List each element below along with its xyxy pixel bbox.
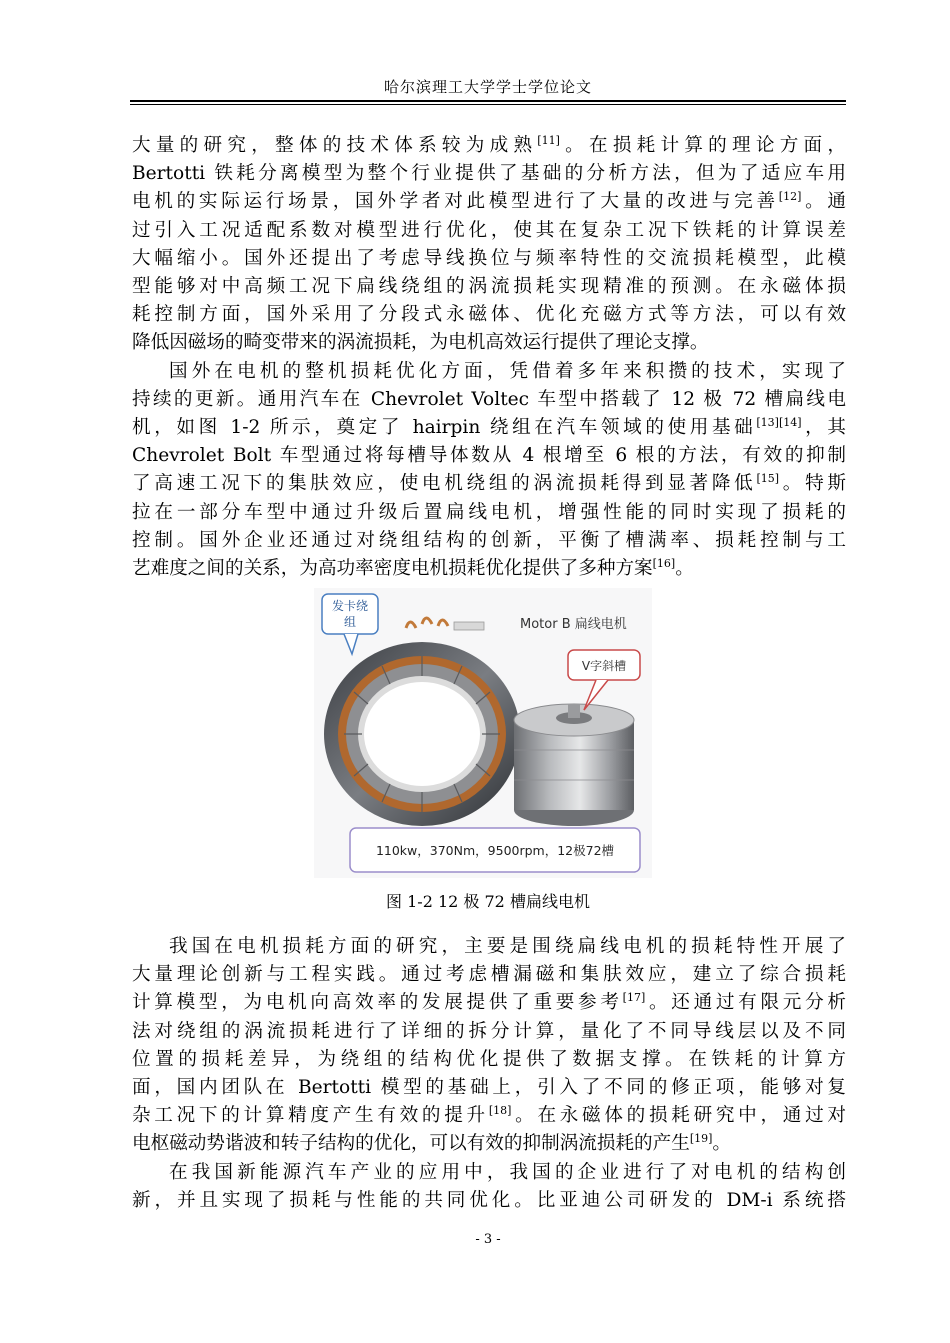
- text-line: 了高速工况下的集肤效应，使电机绕组的涡流损耗得到显著降低[15]。特斯: [132, 472, 846, 495]
- header-rule-thin: [130, 104, 846, 105]
- paragraph-domestic-industry: [132, 1159, 846, 1215]
- text-line: 过引入工况适配系数对模型进行优化，使其在复杂工况下铁耗的计算误差: [132, 219, 846, 241]
- text-line: 艺难度之间的关系，为高功率密度电机损耗优化提供了多种方案[16]。: [132, 557, 694, 580]
- text-line: 耗控制方面，国外采用了分段式永磁体、优化充磁方式等方法，可以有效: [132, 304, 846, 326]
- text-line: 大量的研究，整体的技术体系较为成熟[11]。在损耗计算的理论方面，: [132, 134, 846, 156]
- text-line: 持续的更新。通用汽车在 Chevrolet Voltec 车型中搭载了 12 极 72 槽扁线电: [132, 388, 846, 410]
- body-text-upper: [132, 132, 846, 583]
- running-header: 哈尔滨理工大学学士学位论文: [383, 78, 592, 96]
- spec-text: 110kw，370Nm，9500rpm，12极72槽: [375, 843, 615, 858]
- citation-ref: [15]: [756, 472, 780, 486]
- text-line: Chevrolet Bolt 车型通过将每槽导体数从 4 根增至 6 根的方法，有效的抑制: [132, 445, 846, 467]
- citation-ref: [12]: [778, 190, 802, 204]
- text-line: 计算模型，为电机向高效率的发展提供了重要参考[17]。还通过有限元分析: [132, 991, 846, 1014]
- text-line: Bertotti 铁耗分离模型为整个行业提供了基础的分析方法，但为了适应车用: [132, 163, 846, 185]
- citation-ref: [19]: [689, 1132, 713, 1146]
- text-line: 国外在电机的整机损耗优化方面，凭借着多年来积攒的技术，实现了: [169, 360, 846, 382]
- text-line: 法对绕组的涡流损耗进行了详细的拆分计算，量化了不同导线层以及不同: [132, 1020, 846, 1042]
- text-line: 型能够对中高频工况下扁线绕组的涡流损耗实现精准的预测。在永磁体损: [132, 276, 846, 298]
- text-line: 新，并且实现了损耗与性能的共同优化。比亚迪公司研发的 DM-i 系统搭: [132, 1189, 846, 1211]
- body-text-lower: [132, 933, 846, 1215]
- figure-caption: 图 1-2 12 极 72 槽扁线电机: [386, 892, 590, 911]
- text-line: 位置的损耗差异，为绕组的结构优化提供了数据支撑。在铁耗的计算方: [132, 1048, 846, 1070]
- citation-ref: [11]: [537, 134, 560, 147]
- citation-ref: [18]: [488, 1104, 512, 1118]
- page-number: - 3 -: [475, 1232, 501, 1247]
- text-line: 电机的实际运行场景，国外学者对此模型进行了大量的改进与完善[12]。通: [132, 190, 846, 213]
- text-line: 大幅缩小。国外还提出了考虑导线换位与频率特性的交流损耗模型，此模: [132, 247, 846, 269]
- paragraph-domestic-research: [132, 933, 846, 1159]
- text-line: 电枢磁动势谐波和转子结构的优化，可以有效的抑制涡流损耗的产生[19]。: [132, 1132, 732, 1155]
- paragraph-foreign-optimization: [132, 358, 846, 584]
- text-line: 我国在电机损耗方面的研究，主要是围绕扁线电机的损耗特性开展了: [169, 936, 846, 957]
- svg-text:组: 组: [343, 615, 357, 629]
- text-line: 杂工况下的计算精度产生有效的提升[18]。在永磁体的损耗研究中，通过对: [132, 1104, 846, 1127]
- text-line: 机，如图 1-2 所示，奠定了 hairpin 绕组在汽车领域的使用基础[13][14]，其: [132, 416, 846, 439]
- text-line: 在我国新能源汽车产业的应用中，我国的企业进行了对电机的结构创: [169, 1161, 846, 1183]
- text-line: 拉在一部分车型中通过升级后置扁线电机，增强性能的同时实现了损耗的: [132, 501, 846, 523]
- text-line: 大量理论创新与工程实践。通过考虑槽漏磁和集肤效应，建立了综合损耗: [132, 964, 846, 986]
- figure-motor-photo: [314, 588, 652, 878]
- motor-illustration: [314, 588, 652, 878]
- text-line: 降低因磁场的畸变带来的涡流损耗，为电机高效运行提供了理论支撑。: [132, 332, 709, 354]
- svg-text:V字斜槽: V字斜槽: [581, 659, 627, 673]
- paragraph-foreign-theory: [132, 132, 846, 358]
- citation-ref: [17]: [622, 991, 646, 1005]
- citation-ref: [16]: [652, 557, 676, 571]
- motor-label: Motor B 扁线电机: [520, 617, 627, 632]
- text-line: 控制。国外企业还通过对绕组结构的创新，平衡了槽满率、损耗控制与工: [132, 529, 846, 551]
- header-rule-thick: [130, 100, 846, 102]
- text-line: 面，国内团队在 Bertotti 模型的基础上，引入了不同的修正项，能够对复: [132, 1077, 846, 1099]
- citation-ref: [13][14]: [756, 416, 802, 430]
- svg-text:发卡绕: 发卡绕: [331, 599, 369, 613]
